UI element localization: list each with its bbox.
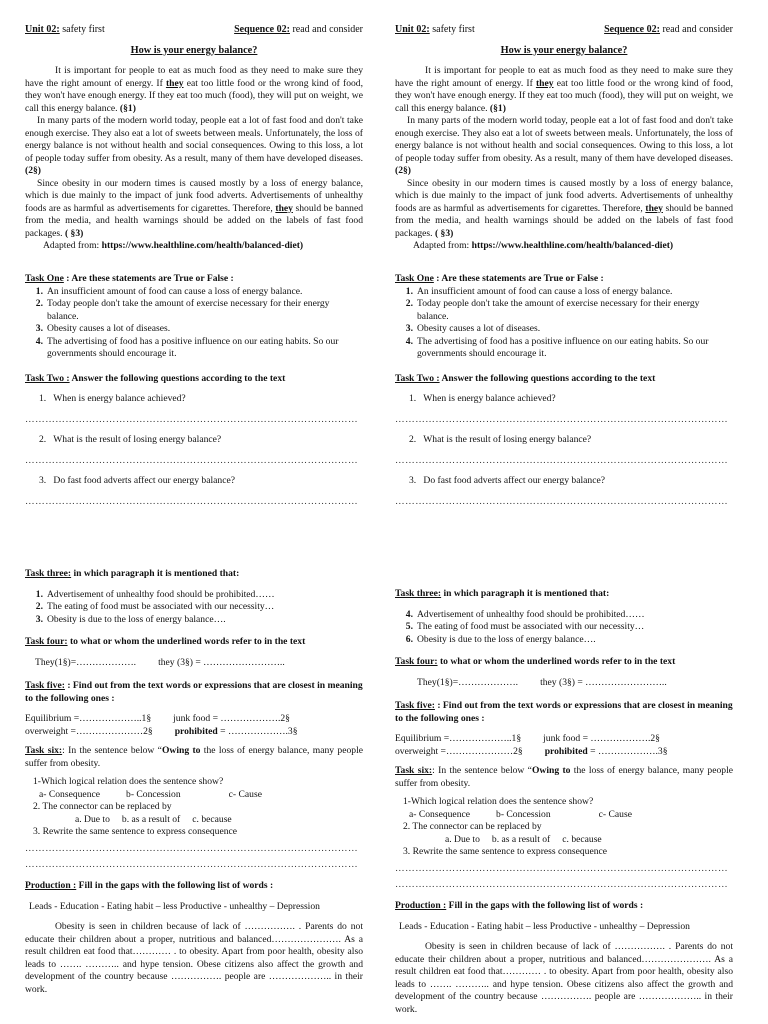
- answer-line[interactable]: ………………………………………………………………………………………: [395, 862, 729, 874]
- item-number: 1.: [35, 588, 43, 600]
- task-five-instruction: : Find out from the text words or expressions that are closest in meaning to the following ones :: [395, 700, 733, 724]
- task-two-title: [395, 373, 733, 386]
- statement-item: 3. Obesity causes a lot of diseases.: [25, 323, 363, 336]
- synonym-row-1: [25, 713, 363, 726]
- answer-line[interactable]: ………………………………………………………………………………………: [395, 879, 729, 890]
- task-two: [395, 373, 733, 509]
- reading-section: [25, 24, 363, 253]
- task-one-title: [395, 273, 733, 286]
- task-six-question-1: 1-Which logical relation does the sentence show?: [403, 796, 594, 807]
- statement-text: An insufficient amount of food can cause a loss of energy balance.: [47, 285, 303, 297]
- source-label: Adapted from:: [413, 240, 470, 251]
- list-item: [395, 634, 733, 647]
- task-six-question-1: 1-Which logical relation does the sentence show?: [33, 776, 224, 787]
- question-1-options: [395, 809, 733, 822]
- unit-label: Unit 02:: [25, 24, 60, 35]
- prohibited-blank: = ……………….3§: [220, 725, 298, 737]
- unit-value: safety first: [62, 24, 105, 35]
- task-three-list: [395, 609, 733, 647]
- synonym-equilibrium[interactable]: Equilibrium =………………..1§: [395, 733, 522, 744]
- reference-1[interactable]: They(1§)=……………….: [417, 676, 519, 688]
- source-line: [25, 240, 363, 253]
- task-three-title: [25, 568, 363, 581]
- unit-value: safety first: [432, 24, 475, 35]
- paragraph-3: Since obesity in our modern times is caused mostly by a loss of energy balance, which is due mainly to the impact of junk food adverts. Advertisements of unhealthy foods are as harmful as advertisements for cigarettes. Therefore, they should be banned from the media, and health warnings should be added on the labels of fast food packages. ( §3): [395, 177, 733, 239]
- source-url: https://www.healthline.com/health/balanced-diet): [471, 240, 674, 251]
- word-list: Leads - Education - Eating habit – less Productive - unhealthy – Depression: [29, 900, 320, 912]
- text-title: How is your energy balance?: [130, 44, 258, 56]
- intro-part-a: : In the sentence below “: [62, 745, 162, 756]
- task-four-row: [395, 677, 733, 690]
- question-text: Do fast food adverts affect our energy balance?: [423, 474, 605, 486]
- intro-part-a: : In the sentence below “: [432, 765, 532, 776]
- production-label: Production :: [25, 880, 77, 891]
- question-1: 1. When is energy balance achieved?: [39, 392, 186, 404]
- answer-line[interactable]: ………………………………………………………………………………………: [25, 414, 359, 425]
- task-six-question-3: 3. Rewrite the same sentence to express consequence: [403, 846, 608, 857]
- task-six-label: Task six:: [25, 745, 63, 756]
- source-label: Adapted from:: [43, 240, 100, 251]
- intro-connector: Owing to: [161, 745, 201, 756]
- text-title: How is your energy balance?: [500, 44, 628, 56]
- statement-item: 1. An insufficient amount of food can cause a loss of energy balance.: [395, 286, 733, 299]
- task-six-question-2: 2. The connector can be replaced by: [403, 821, 542, 832]
- item-number: 2.: [35, 601, 43, 612]
- task-four-title: [395, 656, 733, 669]
- paragraph-3: Since obesity in our modern times is caused mostly by a loss of energy balance, which is due mainly to the impact of junk food adverts. Advertisements of unhealthy foods are as harmful as advertisements for cigarettes. Therefore, they should be banned from the media, and health warnings should be added on the labels of fast food packages. ( §3): [25, 177, 363, 239]
- task-two-label: Task Two :: [25, 373, 70, 384]
- reading-section: [395, 24, 733, 253]
- paragraph-1: It is important for people to eat as much food as they need to make sure they have the right amount of energy. If they eat too little food or the wrong kind of food, they won't have enough energy. If they eat too much (food), they will put on weight, we call this energy balance. (§1): [25, 65, 363, 114]
- statement-text: Today people don't take the amount of exercise necessary for their energy balance.: [417, 298, 700, 322]
- answer-line[interactable]: ………………………………………………………………………………………: [25, 842, 359, 854]
- task-three-label: Task three:: [25, 568, 72, 579]
- production-section: [395, 900, 733, 1016]
- task-five: [25, 680, 363, 738]
- task-six-intro: [25, 745, 363, 770]
- question-text: What is the result of losing energy balance?: [53, 433, 222, 445]
- task-six: [395, 765, 733, 892]
- reference-2[interactable]: they (3§) = ……………………..: [540, 676, 667, 688]
- intro-part-b: the loss of energy balance, many people suffer from obesity.: [395, 765, 733, 789]
- task-four-title: [25, 636, 363, 649]
- option-because[interactable]: c. because: [192, 813, 232, 825]
- option-as-a-result-of[interactable]: b. as a result of: [121, 813, 181, 825]
- question-1: 1. When is energy balance achieved?: [409, 392, 556, 404]
- sequence-heading: [604, 24, 733, 37]
- sequence-label: Sequence 02:: [234, 24, 290, 35]
- item-number: 4.: [405, 608, 413, 620]
- item-number: 5.: [405, 621, 413, 632]
- synonym-overweight[interactable]: overweight =…………………2§: [395, 745, 523, 757]
- answer-line[interactable]: ………………………………………………………………………………………: [395, 455, 729, 466]
- source-line: [395, 240, 733, 253]
- synonym-junk-food[interactable]: junk food = ……………….2§: [173, 713, 290, 724]
- statement-item: 4. The advertising of food has a positive influence on our eating habits. So our governments should encourage it.: [395, 336, 733, 361]
- option-concession[interactable]: b- Concession: [126, 788, 181, 800]
- unit-heading: [25, 24, 105, 37]
- task-one: [395, 273, 733, 361]
- task-four-label: Task four:: [25, 636, 68, 647]
- question-1-options: [25, 789, 363, 802]
- task-three: [25, 568, 363, 626]
- statement-text: Today people don't take the amount of exercise necessary for their energy balance.: [47, 298, 330, 322]
- question-text: When is energy balance achieved?: [423, 392, 556, 404]
- task-six-question-2: 2. The connector can be replaced by: [33, 801, 172, 812]
- statement-text: The advertising of food has a positive influence on our eating habits. So our governments should encourage it.: [417, 335, 709, 359]
- list-item: [395, 621, 733, 634]
- list-item: [25, 601, 363, 614]
- task-five: [395, 700, 733, 758]
- task-four-instruction: to what or whom the underlined words refer to in the text: [439, 656, 676, 667]
- question-text: What is the result of losing energy balance?: [423, 433, 592, 445]
- left-worksheet-column: [25, 0, 363, 1024]
- synonym-equilibrium[interactable]: Equilibrium =………………..1§: [25, 713, 152, 724]
- statement-item: 2. Today people don't take the amount of exercise necessary for their energy balance.: [395, 298, 733, 323]
- word-list: Leads - Education - Eating habit – less Productive - unhealthy – Depression: [399, 920, 690, 932]
- statement-item: 1. An insufficient amount of food can cause a loss of energy balance.: [25, 286, 363, 299]
- statement-text: Obesity causes a lot of diseases.: [417, 323, 541, 334]
- question-text: Do fast food adverts affect our energy balance?: [53, 474, 235, 486]
- synonym-prohibited[interactable]: [545, 746, 668, 759]
- synonym-row-1: [395, 733, 733, 746]
- header: [25, 24, 363, 37]
- unit-label: Unit 02:: [395, 24, 430, 35]
- task-one-statements: [395, 286, 733, 361]
- prohibited-word: prohibited: [544, 745, 588, 757]
- item-number: 6.: [405, 633, 413, 645]
- answer-line[interactable]: ………………………………………………………………………………………: [25, 859, 359, 870]
- synonym-junk-food[interactable]: junk food = ……………….2§: [543, 733, 660, 744]
- intro-connector: Owing to: [531, 765, 571, 776]
- task-one-label: Task One: [25, 273, 64, 284]
- question-2: 2. What is the result of losing energy balance?: [409, 433, 592, 445]
- production-section: [25, 880, 363, 996]
- item-text: Obesity is due to the loss of energy balance….: [47, 613, 226, 625]
- paragraph-2: In many parts of the modern world today, people eat a lot of fast food and don't take enough exercise. They also eat a lot of sweets between meals. Unfortunately, the loss of energy balance is not without health and social consequences. Owing to this loss, a lot of people today suffer from obesity. As a result, many of them have developed diseases. (2§): [395, 115, 733, 176]
- task-one-title: [25, 273, 363, 286]
- item-text: Advertisement of unhealthy food should be prohibited……: [47, 588, 275, 600]
- task-four-row: [25, 657, 363, 670]
- task-six: [25, 745, 363, 872]
- paragraph-2: In many parts of the modern world today, people eat a lot of fast food and don't take enough exercise. They also eat a lot of sweets between meals. Unfortunately, the loss of energy balance is not without health and social consequences. Owing to this loss, a lot of people today suffer from obesity. As a result, many of them have developed diseases. (2§): [25, 115, 363, 176]
- paragraph-1: It is important for people to eat as much food as they need to make sure they have the right amount of energy. If they eat too little food or the wrong kind of food, they won't have enough energy. If they eat too much (food), they will put on weight, we call this energy balance. (§1): [395, 65, 733, 114]
- statement-text: Obesity causes a lot of diseases.: [47, 323, 171, 334]
- question-2-options: [395, 834, 733, 847]
- statement-text: An insufficient amount of food can cause a loss of energy balance.: [417, 285, 673, 297]
- task-one-statements: [25, 286, 363, 361]
- option-cause[interactable]: c- Cause: [598, 808, 632, 820]
- task-two-instruction: Answer the following questions according to the text: [71, 373, 286, 384]
- synonym-row-2: [395, 746, 733, 759]
- item-number: 3.: [35, 613, 43, 625]
- production-title: [25, 880, 363, 893]
- task-two: [25, 373, 363, 509]
- synonym-overweight[interactable]: overweight =…………………2§: [25, 725, 153, 737]
- answer-line[interactable]: ………………………………………………………………………………………: [395, 414, 729, 425]
- reference-2[interactable]: they (3§) = ……………………..: [158, 656, 285, 668]
- task-three-title: [395, 588, 733, 601]
- option-as-a-result-of[interactable]: b. as a result of: [491, 833, 551, 845]
- task-three: [395, 588, 733, 646]
- option-due-to[interactable]: a. Due to: [75, 813, 110, 825]
- task-five-title: [25, 680, 363, 705]
- task-six-question-3: 3. Rewrite the same sentence to express consequence: [33, 826, 238, 837]
- question-text: When is energy balance achieved?: [53, 392, 186, 404]
- header: [395, 24, 733, 37]
- unit-heading: [395, 24, 475, 37]
- option-consequence[interactable]: a- Consequence: [39, 788, 101, 800]
- sequence-heading: [234, 24, 363, 37]
- task-four: [395, 656, 733, 689]
- sequence-label: Sequence 02:: [604, 24, 660, 35]
- right-worksheet-column: [395, 0, 733, 1024]
- production-instruction: Fill in the gaps with the following list of words :: [448, 900, 644, 911]
- task-five-title: [395, 700, 733, 725]
- question-2-options: [25, 814, 363, 827]
- task-one-instruction: : Are these statements are True or False :: [436, 273, 604, 284]
- statement-text: The advertising of food has a positive influence on our eating habits. So our governments should encourage it.: [47, 335, 339, 359]
- task-two-label: Task Two :: [395, 373, 440, 384]
- option-due-to[interactable]: a. Due to: [445, 833, 480, 845]
- list-item: [25, 614, 363, 627]
- question-3: 3. Do fast food adverts affect our energy balance?: [39, 474, 235, 486]
- answer-line[interactable]: ………………………………………………………………………………………: [25, 455, 359, 466]
- option-consequence[interactable]: a- Consequence: [409, 808, 471, 820]
- answer-line[interactable]: ………………………………………………………………………………………: [25, 496, 359, 507]
- prohibited-word: prohibited: [174, 725, 218, 737]
- task-four: [25, 636, 363, 669]
- task-three-instruction: in which paragraph it is mentioned that:: [73, 568, 240, 579]
- option-cause[interactable]: c- Cause: [228, 788, 262, 800]
- production-title: [395, 900, 733, 913]
- task-two-title: [25, 373, 363, 386]
- source-url: https://www.healthline.com/health/balanced-diet): [101, 240, 304, 251]
- task-six-label: Task six:: [395, 765, 433, 776]
- task-two-instruction: Answer the following questions according to the text: [441, 373, 656, 384]
- task-one: [25, 273, 363, 361]
- task-three-instruction: in which paragraph it is mentioned that:: [443, 588, 610, 599]
- item-text: Obesity is due to the loss of energy balance….: [417, 633, 596, 645]
- gap-fill-text[interactable]: Obesity is seen in children because of lack of ……………. . Parents do not educate their children about a proper, nutritious and balanced…………………. As a result children eat food that………… . to obesity. Apart from poor health, obesity also leads to ……. ……….. and hype tension. Obese citizens also affect the growth and development of the country because ……………. people are ……………….. in their work.: [25, 921, 363, 995]
- synonym-row-2: [25, 726, 363, 739]
- production-label: Production :: [395, 900, 447, 911]
- answer-line[interactable]: ………………………………………………………………………………………: [395, 496, 729, 507]
- gap-fill-text[interactable]: Obesity is seen in children because of lack of ……………. . Parents do not educate their children about a proper, nutritious and balanced…………………. As a result children eat food that………… . to obesity. Apart from poor health, obesity also leads to ……. ……….. and hype tension. Obese citizens also affect the growth and development of the country because ……………. people are ……………….. in their work.: [395, 941, 733, 1015]
- task-one-label: Task One: [395, 273, 434, 284]
- statement-item: 3. Obesity causes a lot of diseases.: [395, 323, 733, 336]
- production-instruction: Fill in the gaps with the following list of words :: [78, 880, 274, 891]
- statement-item: 4. The advertising of food has a positive influence on our eating habits. So our governments should encourage it.: [25, 336, 363, 361]
- statement-item: 2. Today people don't take the amount of exercise necessary for their energy balance.: [25, 298, 363, 323]
- list-item: [395, 609, 733, 622]
- question-2: 2. What is the result of losing energy balance?: [39, 433, 222, 445]
- list-item: [25, 589, 363, 602]
- task-four-instruction: to what or whom the underlined words refer to in the text: [69, 636, 306, 647]
- sequence-value: read and consider: [292, 24, 363, 35]
- task-six-intro: [395, 765, 733, 790]
- task-three-label: Task three:: [395, 588, 442, 599]
- task-five-label: Task five:: [395, 700, 435, 711]
- question-3: 3. Do fast food adverts affect our energy balance?: [409, 474, 605, 486]
- item-text: The eating of food must be associated with our necessity…: [417, 621, 645, 632]
- task-five-instruction: : Find out from the text words or expressions that are closest in meaning to the following ones :: [25, 680, 363, 704]
- synonym-prohibited[interactable]: [175, 726, 298, 739]
- task-three-list: [25, 589, 363, 627]
- prohibited-blank: = ……………….3§: [590, 745, 668, 757]
- item-text: Advertisement of unhealthy food should be prohibited……: [417, 608, 645, 620]
- sequence-value: read and consider: [662, 24, 733, 35]
- item-text: The eating of food must be associated with our necessity…: [47, 601, 275, 612]
- option-because[interactable]: c. because: [562, 833, 602, 845]
- task-four-label: Task four:: [395, 656, 438, 667]
- intro-part-b: the loss of energy balance, many people suffer from obesity.: [25, 745, 363, 769]
- option-concession[interactable]: b- Concession: [496, 808, 551, 820]
- reference-1[interactable]: They(1§)=……………….: [35, 656, 137, 668]
- task-one-instruction: : Are these statements are True or False :: [66, 273, 234, 284]
- task-five-label: Task five:: [25, 680, 65, 691]
